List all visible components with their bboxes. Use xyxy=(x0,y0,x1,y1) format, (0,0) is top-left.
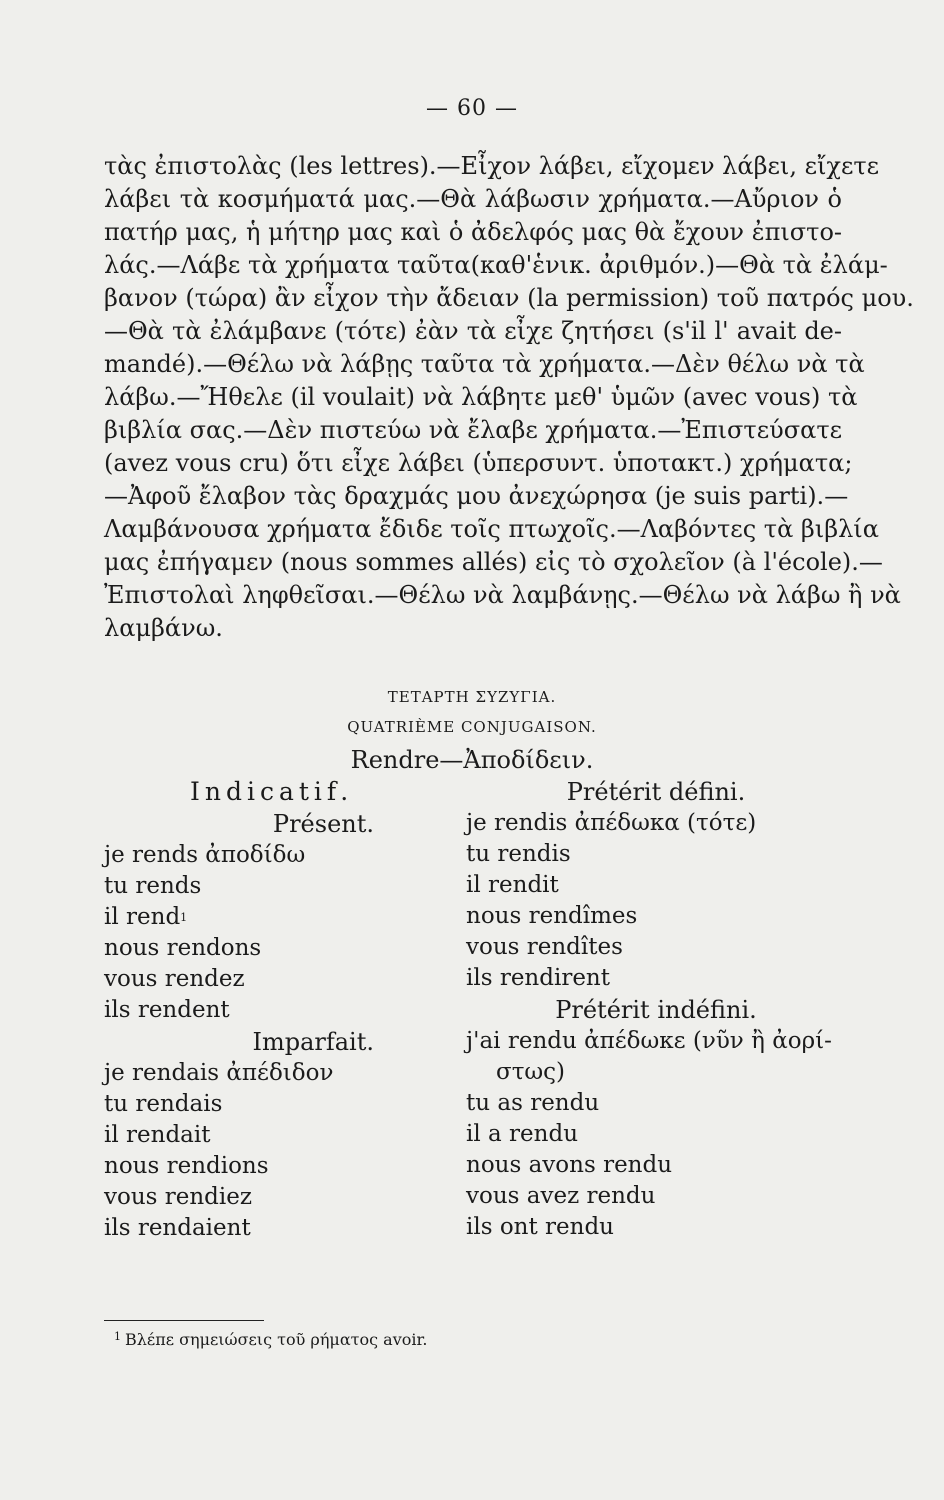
conjugation-line: j'ai rendu ἀπέδωκε (νῦν ἢ ἀορί- xyxy=(466,1028,832,1054)
conjugation-line: vous rendiez xyxy=(104,1184,252,1210)
verb-heading: Rendre—Ἀποδίδειν. xyxy=(350,746,594,774)
text-line: mandé).—Θέλω νὰ λάβῃς ταῦτα τὰ χρήματα.—Δὲν θέλω νὰ τὰ xyxy=(104,350,865,378)
present-heading: Présent. xyxy=(272,810,374,838)
conjugation-line: tu rendis xyxy=(466,841,571,867)
conjugation-line: nous rendions xyxy=(104,1153,269,1179)
footnote-marker: 1 xyxy=(180,911,188,924)
text-line: λάβω.—Ἤθελε (il voulait) νὰ λάβητε μεθ' ὑμῶν (avec vous) τὰ xyxy=(104,383,858,411)
conjugation-line: στως) xyxy=(496,1059,566,1085)
conjugation-line: vous rendîtes xyxy=(466,934,623,960)
conjugation-line: il rendit xyxy=(466,872,559,898)
conjugation-line: nous rendons xyxy=(104,935,262,961)
conjugation-line: nous rendîmes xyxy=(466,903,638,929)
footnote-rule xyxy=(104,1320,264,1321)
imparfait-heading: Imparfait. xyxy=(252,1028,374,1056)
footnote xyxy=(114,1330,427,1349)
text-line: λάς.—Λάβε τὰ χρήματα ταῦτα(καθ'ἑνικ. ἀριθμόν.)—Θὰ τὰ ἐλάμ- xyxy=(104,251,888,279)
text-line: λάβει τὰ κοσμήματά μας.—Θὰ λάβωσιν χρήματα.—Αὔριον ὁ xyxy=(104,185,842,213)
mood-heading: Indicatif. xyxy=(190,777,354,806)
text-line: τὰς ἐπιστολὰς (les lettres).—Εἶχον λάβει, εἴχομεν λάβει, εἴχετε xyxy=(104,152,880,180)
conjugation-line: tu as rendu xyxy=(466,1090,600,1116)
text-line: —Θὰ τὰ ἐλάμβανε (τότε) ἐὰν τὰ εἶχε ζητήσει (s'il l' avait de- xyxy=(104,317,842,345)
page-number: — 60 — xyxy=(426,96,518,121)
right-column xyxy=(466,776,846,1243)
conjugation-line: il a rendu xyxy=(466,1121,579,1147)
conjugation-line: ils rendaient xyxy=(104,1215,251,1241)
conjugation-line: tu rendais xyxy=(104,1091,223,1117)
french-heading: QUATRIÈME CONJUGAISON. xyxy=(347,718,597,736)
conjugation-line: vous rendez xyxy=(104,966,245,992)
footnote-marker: 1 xyxy=(114,1330,121,1343)
text-line: βιβλία σας.—Δὲν πιστεύω νὰ ἔλαβε χρήματα.—Ἐπιστεύσατε xyxy=(104,416,843,444)
left-column xyxy=(104,776,404,1244)
text-line: πατήρ μας, ἡ μήτηρ μας καὶ ὁ ἀδελφός μας θὰ ἔχουν ἐπιστο- xyxy=(104,218,842,246)
exercise-paragraph xyxy=(104,150,914,645)
conjugation-line: vous avez rendu xyxy=(466,1183,656,1209)
conjugation-line xyxy=(104,902,404,933)
conjugation-line: tu rends xyxy=(104,873,202,899)
text-line: Ἐπιστολαὶ ληφθεῖσαι.—Θέλω νὰ λαμβάνῃς.—Θέλω νὰ λάβω ἢ νὰ xyxy=(104,581,901,609)
pret-indefini-heading: Prétérit indéfini. xyxy=(555,996,757,1024)
conjugation-line: il rendait xyxy=(104,1122,211,1148)
conjugation-line: ils ont rendu xyxy=(466,1214,614,1240)
text-line: (avez vous cru) ὅτι εἶχε λάβει (ὑπερσυντ. ὑποτακτ.) χρήματα; xyxy=(104,449,853,477)
text-line: μας ἐπήγαμεν (nous sommes allés) εἰς τὸ σχολεῖον (à l'école).— xyxy=(104,548,883,576)
pret-defini-heading: Prétérit défini. xyxy=(566,778,746,806)
text-line: βανον (τώρα) ἂν εἶχον τὴν ἄδειαν (la permission) τοῦ πατρός μου. xyxy=(104,284,914,312)
conjugation-line: ils rendirent xyxy=(466,965,610,991)
greek-heading: ΤΕΤΑΡΤΗ ΣΥΖΥΓΙΑ. xyxy=(387,688,557,706)
text-line: Λαμβάνουσα χρήματα ἔδιδε τοῖς πτωχοῖς.—Λαβόντες τὰ βιβλία xyxy=(104,515,879,543)
conjugation-line: je rendais ἀπέδιδον xyxy=(104,1060,334,1086)
conjugation-line: ils rendent xyxy=(104,997,230,1023)
footnote-text: Βλέπε σημειώσεις τοῦ ρήματος avoir. xyxy=(125,1330,428,1349)
text-line: —Ἀφοῦ ἔλαβον τὰς δραχμάς μου ἀνεχώρησα (je suis parti).— xyxy=(104,482,849,510)
conjugation-line: je rends ἀποδίδω xyxy=(104,842,306,868)
conjugation-line: nous avons rendu xyxy=(466,1152,673,1178)
conjugation-line: je rendis ἀπέδωκα (τότε) xyxy=(466,810,757,836)
text-line: λαμβάνω. xyxy=(104,614,223,642)
conjugation-text: il rend xyxy=(104,904,181,930)
